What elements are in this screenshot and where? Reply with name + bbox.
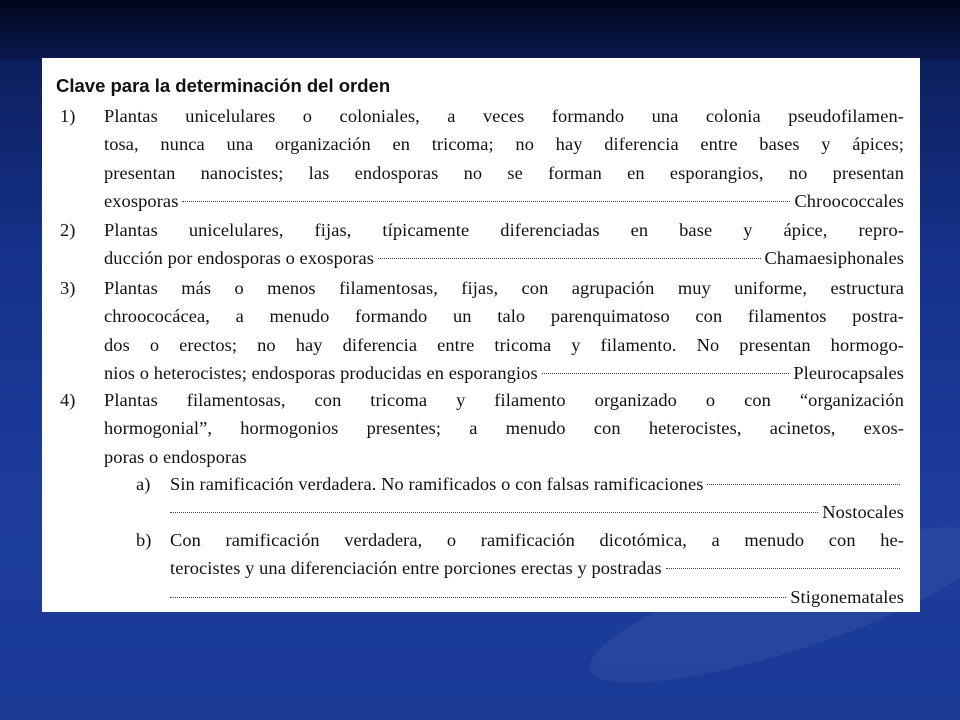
dotted-leader — [707, 484, 900, 485]
subitem-letter: a) — [136, 474, 151, 494]
item-number: 3) — [60, 278, 76, 298]
key-item-2 — [60, 216, 904, 273]
document-title: Clave para la determinación del orden — [56, 75, 391, 96]
order-result: Chamaesiphonales — [764, 248, 904, 269]
subitem-result-line — [170, 583, 904, 611]
order-result: Nostocales — [822, 502, 904, 523]
subitem-line: terocistes y una diferenciación entre porciones erectas y postradas — [170, 558, 662, 579]
dotted-leader — [666, 568, 900, 569]
item-leader-line — [104, 359, 904, 387]
order-result: Chroococcales — [794, 191, 904, 212]
item-line: ducción por endosporas o exosporas — [104, 248, 375, 269]
key-item-4 — [60, 386, 904, 471]
item-line: poras o endosporas — [104, 446, 247, 467]
subitem-leader-line — [170, 470, 904, 498]
document-scan — [42, 58, 920, 612]
key-subitem-b — [136, 526, 904, 611]
item-number: 2) — [60, 220, 76, 240]
item-line: Plantas unicelulares, fijas, típicamente diferenciadas en base y ápice, repro- — [104, 220, 904, 240]
key-item-3 — [60, 274, 904, 388]
item-line: nios o heterocistes; endosporas producidas en esporangios — [104, 363, 538, 384]
dotted-leader — [542, 373, 790, 374]
item-line: Plantas unicelulares o coloniales, a veces formando una colonia pseudofilamen- — [104, 106, 904, 126]
item-line: dos o erectos; no hay diferencia entre tricoma y filamento. No presentan hormogo- — [104, 334, 904, 355]
item-line: Plantas filamentosas, con tricoma y filamento organizado o con “organización — [104, 390, 904, 410]
subitem-line: Con ramificación verdadera, o ramificación dicotómica, a menudo con he- — [170, 530, 904, 550]
subitem-leader-line — [170, 554, 904, 582]
item-line: chroococácea, a menudo formando un talo parenquimatoso con filamentos postra- — [104, 306, 904, 327]
item-line: presentan nanocistes; las endosporas no se forman en esporangios, no presentan — [104, 162, 904, 183]
dotted-leader — [182, 201, 790, 202]
item-line: tosa, nunca una organización en tricoma; no hay diferencia entre bases y ápices; — [104, 134, 904, 155]
dotted-leader — [170, 597, 786, 598]
dotted-leader — [170, 512, 818, 513]
item-line: Plantas más o menos filamentosas, fijas, con agrupación muy uniforme, estructura — [104, 278, 904, 298]
key-item-1 — [60, 102, 904, 216]
item-number: 4) — [60, 390, 76, 410]
order-result: Stigonematales — [790, 586, 904, 607]
item-line: hormogonial”, hormogonios presentes; a menudo con heterocistes, acinetos, exos- — [104, 418, 904, 439]
subitem-result-line — [170, 498, 904, 526]
key-subitem-a — [136, 470, 904, 527]
item-leader-line — [104, 187, 904, 215]
item-line: exosporas — [104, 191, 179, 212]
subitem-letter: b) — [136, 530, 152, 550]
slide-top-band — [0, 0, 960, 60]
item-number: 1) — [60, 106, 76, 126]
order-result: Pleurocapsales — [793, 363, 904, 384]
dotted-leader — [378, 258, 760, 259]
subitem-line: Sin ramificación verdadera. No ramificados o con falsas ramificaciones — [170, 474, 704, 494]
item-leader-line — [104, 244, 904, 272]
